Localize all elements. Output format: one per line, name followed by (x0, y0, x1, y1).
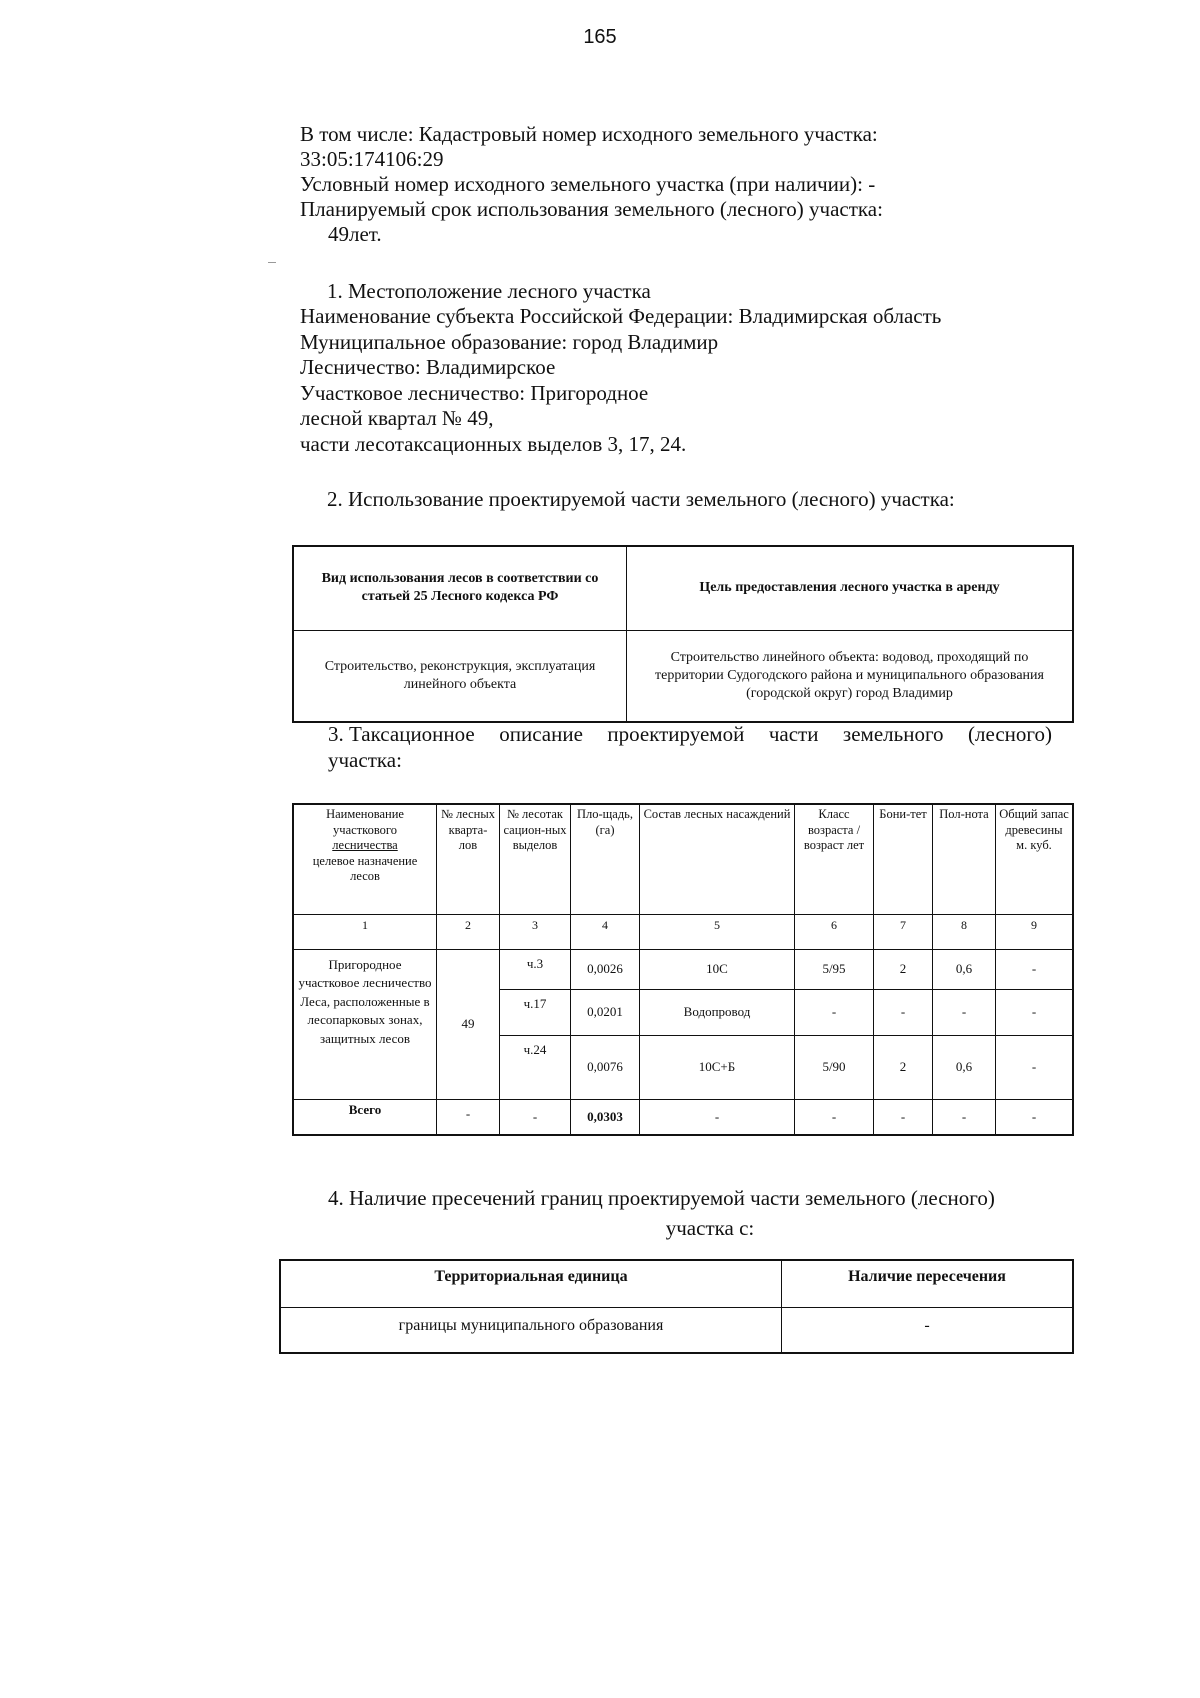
taxation-polnota: 0,6 (933, 949, 996, 989)
taxation-bonitet: 2 (874, 1035, 933, 1099)
location-district-forestry: Участковое лесничество: Пригородное (300, 380, 649, 405)
section-location (300, 279, 1060, 457)
taxation-zapas: - (996, 989, 1074, 1035)
taxation-area: 0,0201 (571, 989, 640, 1035)
taxation-total-zapas: - (996, 1099, 1074, 1135)
column-number: 1 (293, 914, 437, 949)
intersections-heading-line1: 4. Наличие пресечений границ проектируемой части земельного (лесного) (328, 1186, 995, 1210)
intersections-table (279, 1259, 1074, 1354)
taxation-age: 5/95 (795, 949, 874, 989)
taxation-header-row (293, 804, 1073, 914)
margin-mark (268, 262, 276, 263)
taxation-age: - (795, 989, 874, 1035)
taxation-header-area: Пло-щадь, (га) (571, 804, 640, 914)
taxation-composition: 10С (640, 949, 795, 989)
taxation-quarter-cell: 49 (437, 949, 500, 1099)
taxation-heading-word: проектируемой (607, 722, 745, 746)
taxation-zapas: - (996, 1035, 1074, 1099)
taxation-header-bonitet: Бони-тет (874, 804, 933, 914)
taxation-vydel: ч.17 (500, 989, 571, 1035)
location-subject: Наименование субъекта Российской Федерации: Владимирская область (300, 304, 942, 328)
intersections-header-unit: Территориальная единица (280, 1260, 782, 1308)
taxation-heading-line2: участка: (328, 748, 402, 772)
intersections-row (280, 1308, 1073, 1354)
taxation-polnota: - (933, 989, 996, 1035)
taxation-total-label: Всего (293, 1099, 437, 1135)
taxation-header-polnota: Пол-нота (933, 804, 996, 914)
column-number: 8 (933, 914, 996, 949)
taxation-zapas: - (996, 949, 1074, 989)
taxation-heading-word: 3. Таксационное (328, 722, 475, 746)
section-taxation-heading (328, 721, 1052, 773)
taxation-header-name-a: Наименование участкового (326, 807, 404, 837)
intersections-unit-value: границы муниципального образования (280, 1308, 782, 1354)
taxation-total-quarter: - (437, 1099, 500, 1135)
taxation-heading-word: (лесного) (968, 722, 1052, 746)
column-number: 7 (874, 914, 933, 949)
taxation-total-vydel: - (500, 1099, 571, 1135)
column-number: 3 (500, 914, 571, 949)
taxation-header-name-b: лесничества (332, 838, 398, 852)
usage-header-type: Вид использования лесов в соответствии со статьей 25 Лесного кодекса РФ (293, 546, 627, 630)
column-number: 6 (795, 914, 874, 949)
taxation-header-vydel: № лесотак сацион-ных выделов (500, 804, 571, 914)
taxation-total-composition: - (640, 1099, 795, 1135)
section-intersections-heading (328, 1183, 1052, 1243)
intro-cadastral-label: В том числе: Кадастровый номер исходного земельного участка: (300, 122, 878, 146)
usage-purpose-value: Строительство линейного объекта: водовод, проходящий по территории Судогодского района и муниципального образования (городской округ) город Владимир (627, 630, 1074, 722)
intro-cadastral-number: 33:05:174106:29 (300, 147, 444, 171)
taxation-heading-word: земельного (842, 722, 944, 746)
page-number: 165 (583, 26, 617, 48)
taxation-bonitet: - (874, 989, 933, 1035)
taxation-table (292, 803, 1074, 1136)
taxation-header-age: Класс возраста /возраст лет (795, 804, 874, 914)
taxation-bonitet: 2 (874, 949, 933, 989)
intersections-heading-line2: участка с: (665, 1216, 755, 1240)
taxation-total-row (293, 1099, 1073, 1135)
intro-term-label: Планируемый срок использования земельного (лесного) участка: (300, 197, 883, 221)
taxation-heading-word: описание (499, 722, 583, 746)
usage-type-value: Строительство, реконструкция, эксплуатация линейного объекта (293, 630, 627, 722)
taxation-header-name-c: целевое назначение лесов (312, 853, 418, 883)
taxation-polnota: 0,6 (933, 1035, 996, 1099)
location-quarter: лесной квартал № 49, (300, 406, 494, 430)
taxation-vydel: ч.3 (500, 949, 571, 989)
intro-block (300, 122, 1060, 247)
taxation-total-age: - (795, 1099, 874, 1135)
intro-term-value: 49лет. (328, 222, 382, 246)
taxation-area: 0,0076 (571, 1035, 640, 1099)
taxation-heading-word: части (768, 722, 819, 746)
usage-header-purpose: Цель предоставления лесного участка в аренду (627, 546, 1074, 630)
taxation-header-composition: Состав лесных насаждений (640, 804, 795, 914)
usage-table (292, 545, 1074, 723)
taxation-area: 0,0026 (571, 949, 640, 989)
intersections-header-row (280, 1260, 1073, 1308)
taxation-column-numbers (293, 914, 1073, 949)
column-number: 5 (640, 914, 795, 949)
taxation-age: 5/90 (795, 1035, 874, 1099)
intersections-header-presence: Наличие пересечения (782, 1260, 1074, 1308)
taxation-total-bonitet: - (874, 1099, 933, 1135)
column-number: 2 (437, 914, 500, 949)
location-municipality: Муниципальное образование: город Владимир (300, 329, 719, 354)
taxation-total-polnota: - (933, 1099, 996, 1135)
section-location-heading: 1. Местоположение лесного участка (327, 279, 651, 303)
location-forestry: Лесничество: Владимирское (300, 355, 556, 379)
taxation-header-zapas: Общий запас древесины м. куб. (996, 804, 1074, 914)
taxation-composition: Водопровод (640, 989, 795, 1035)
intro-conditional-number: Условный номер исходного земельного участка (при наличии): - (300, 172, 876, 196)
taxation-header-name (293, 804, 437, 914)
taxation-vydel: ч.24 (500, 1035, 571, 1099)
location-vydels: части лесотаксационных выделов 3, 17, 24. (300, 431, 687, 456)
taxation-composition: 10С+Б (640, 1035, 795, 1099)
taxation-total-area: 0,0303 (571, 1099, 640, 1135)
taxation-row (293, 949, 1073, 989)
taxation-header-quarter: № лесных кварта-лов (437, 804, 500, 914)
column-number: 9 (996, 914, 1074, 949)
column-number: 4 (571, 914, 640, 949)
section-usage-heading: 2. Использование проектируемой части земельного (лесного) участка: (327, 487, 955, 511)
intersections-presence-value: - (782, 1308, 1074, 1354)
taxation-name-cell: Пригородное участковое лесничество Леса, расположенные в лесопарковых зонах, защитных лесов (293, 949, 437, 1099)
